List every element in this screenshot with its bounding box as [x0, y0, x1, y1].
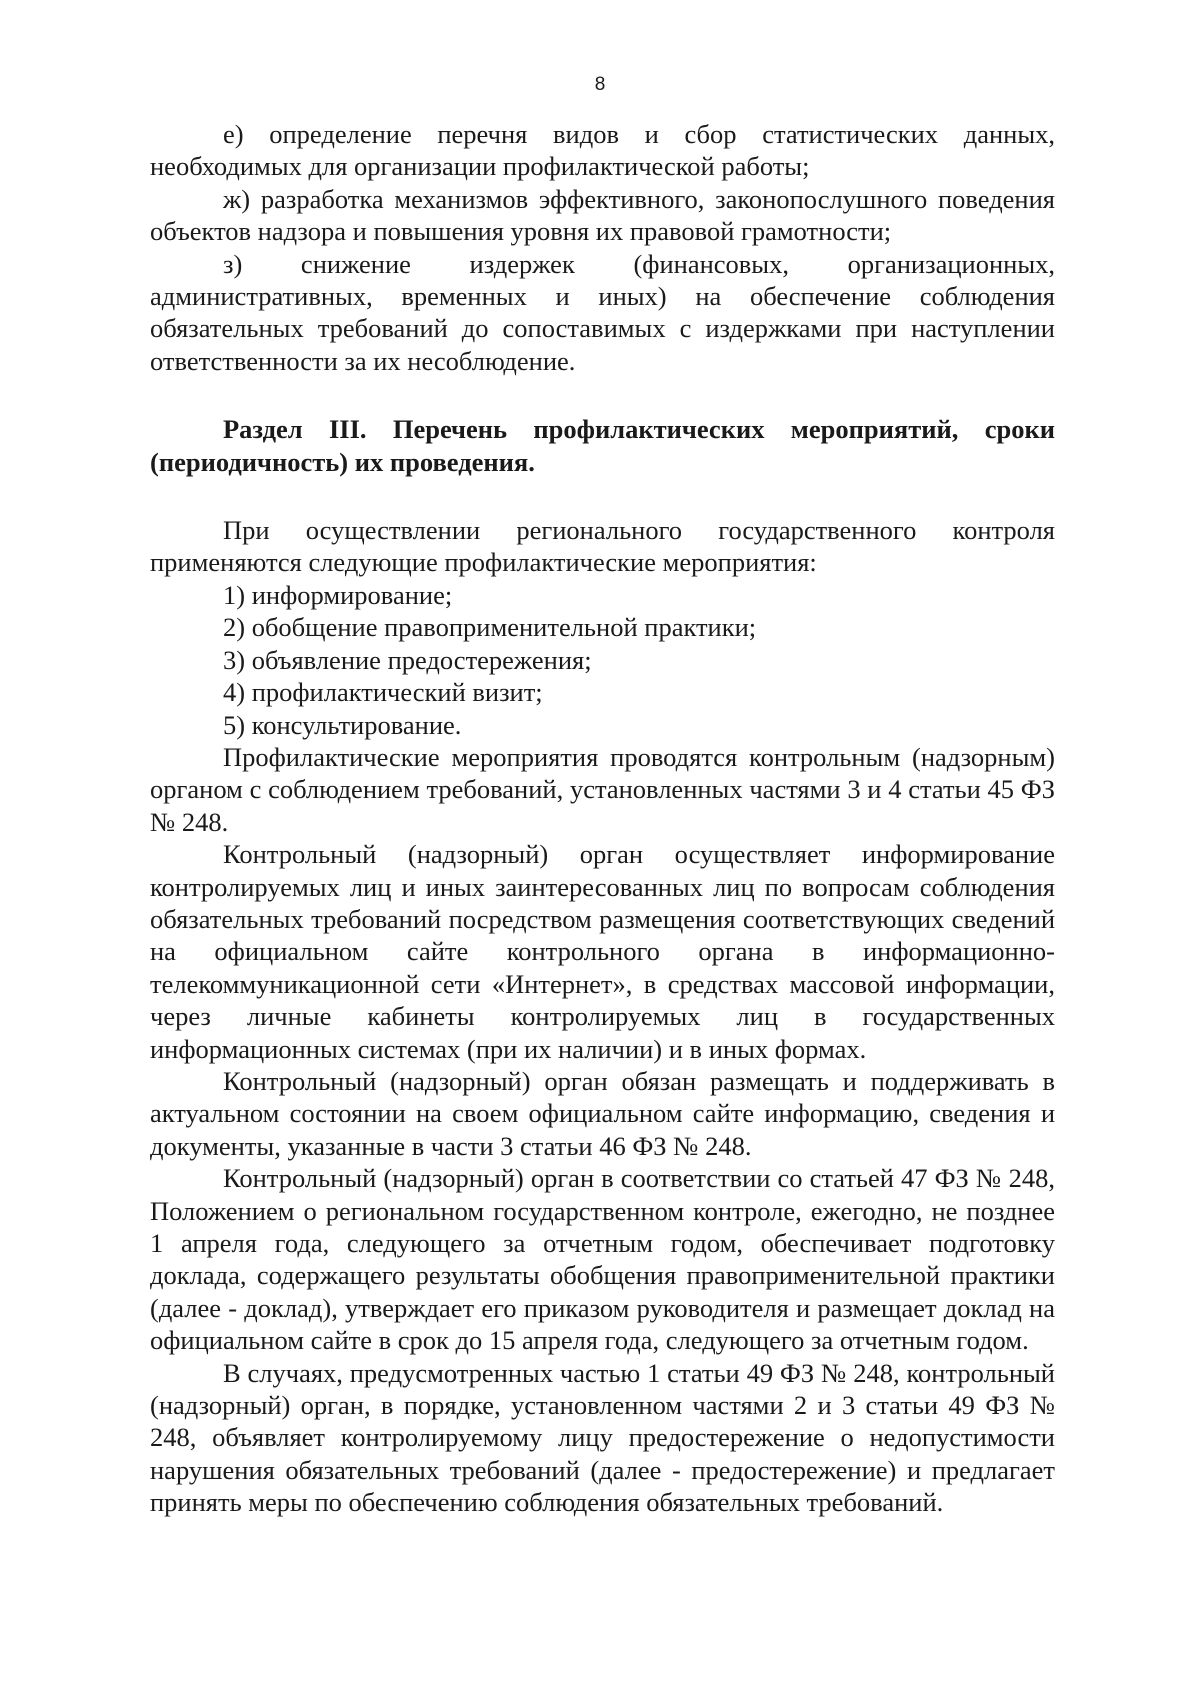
lead-paragraph: При осуществлении регионального государственного контроля применяются следующие профилактические мероприятия:: [150, 515, 1055, 578]
body-paragraph: В случаях, предусмотренных частью 1 статьи 49 ФЗ № 248, контрольный (надзорный) орган, в порядке, установленном частями 2 и 3 статьи 49 ФЗ № 248, объявляет контролируемому лицу предостережение о недопустимости нарушения обязательных требований (далее - предостережение) и предлагает принять меры по обеспечению соблюдения обязательных требований.: [150, 1357, 1055, 1518]
intro-item-e: е) определение перечня видов и сбор статистических данных, необходимых для организации профилактической работы;: [150, 119, 1055, 182]
intro-item-zh: ж) разработка механизмов эффективного, законопослушного поведения объектов надзора и повышения уровня их правовой грамотности;: [150, 183, 1055, 247]
measure-item: 1) информирование;: [223, 579, 453, 610]
measure-item: 5) консультирование.: [223, 709, 462, 740]
body-paragraph: Контрольный (надзорный) орган обязан размещать и поддерживать в актуальном состоянии на своем официальном сайте информацию, сведения и документы, указанные в части 3 статьи 46 ФЗ № 248.: [150, 1065, 1055, 1161]
intro-item-z: з) снижение издержек (финансовых, организационных, административных, временных и иных) на обеспечение соблюдения обязательных требований до сопоставимых с издержками при наступлении ответственности за их несоблюдение.: [150, 248, 1055, 376]
measure-item: 3) объявление предостережения;: [223, 644, 592, 675]
body-paragraph: Профилактические мероприятия проводятся контрольным (надзорным) органом с соблюдением требований, установленных частями 3 и 4 статьи 45 ФЗ № 248.: [150, 741, 1055, 837]
measure-item: 4) профилактический визит;: [223, 677, 543, 708]
measure-item: 2) обобщение правоприменительной практики;: [223, 612, 757, 643]
section-heading: Раздел III. Перечень профилактических мероприятий, сроки (периодичность) их проведения.: [150, 414, 1055, 477]
page-number: 8: [594, 74, 606, 95]
body-paragraph: Контрольный (надзорный) орган в соответствии со статьей 47 ФЗ № 248, Положением о региональном государственном контроле, ежегодно, не позднее 1 апреля года, следующего за отчетным годом, обеспечивает подготовку доклада, содержащего результаты обобщения правоприменительной практики (далее - доклад), утверждает его приказом руководителя и размещает доклад на официальном сайте в срок до 15 апреля года, следующего за отчетным годом.: [150, 1163, 1055, 1356]
document-body: [150, 118, 1055, 1519]
body-paragraph: Контрольный (надзорный) орган осуществляет информирование контролируемых лиц и иных заинтересованных лиц по вопросам соблюдения обязательных требований посредством размещения соответствующих сведений на официальном сайте контрольного органа в информационно-телекоммуникационной сети «Интернет», в средствах массовой информации, через личные кабинеты контролируемых лиц в государственных информационных системах (при их наличии) и в иных формах.: [150, 839, 1055, 1064]
